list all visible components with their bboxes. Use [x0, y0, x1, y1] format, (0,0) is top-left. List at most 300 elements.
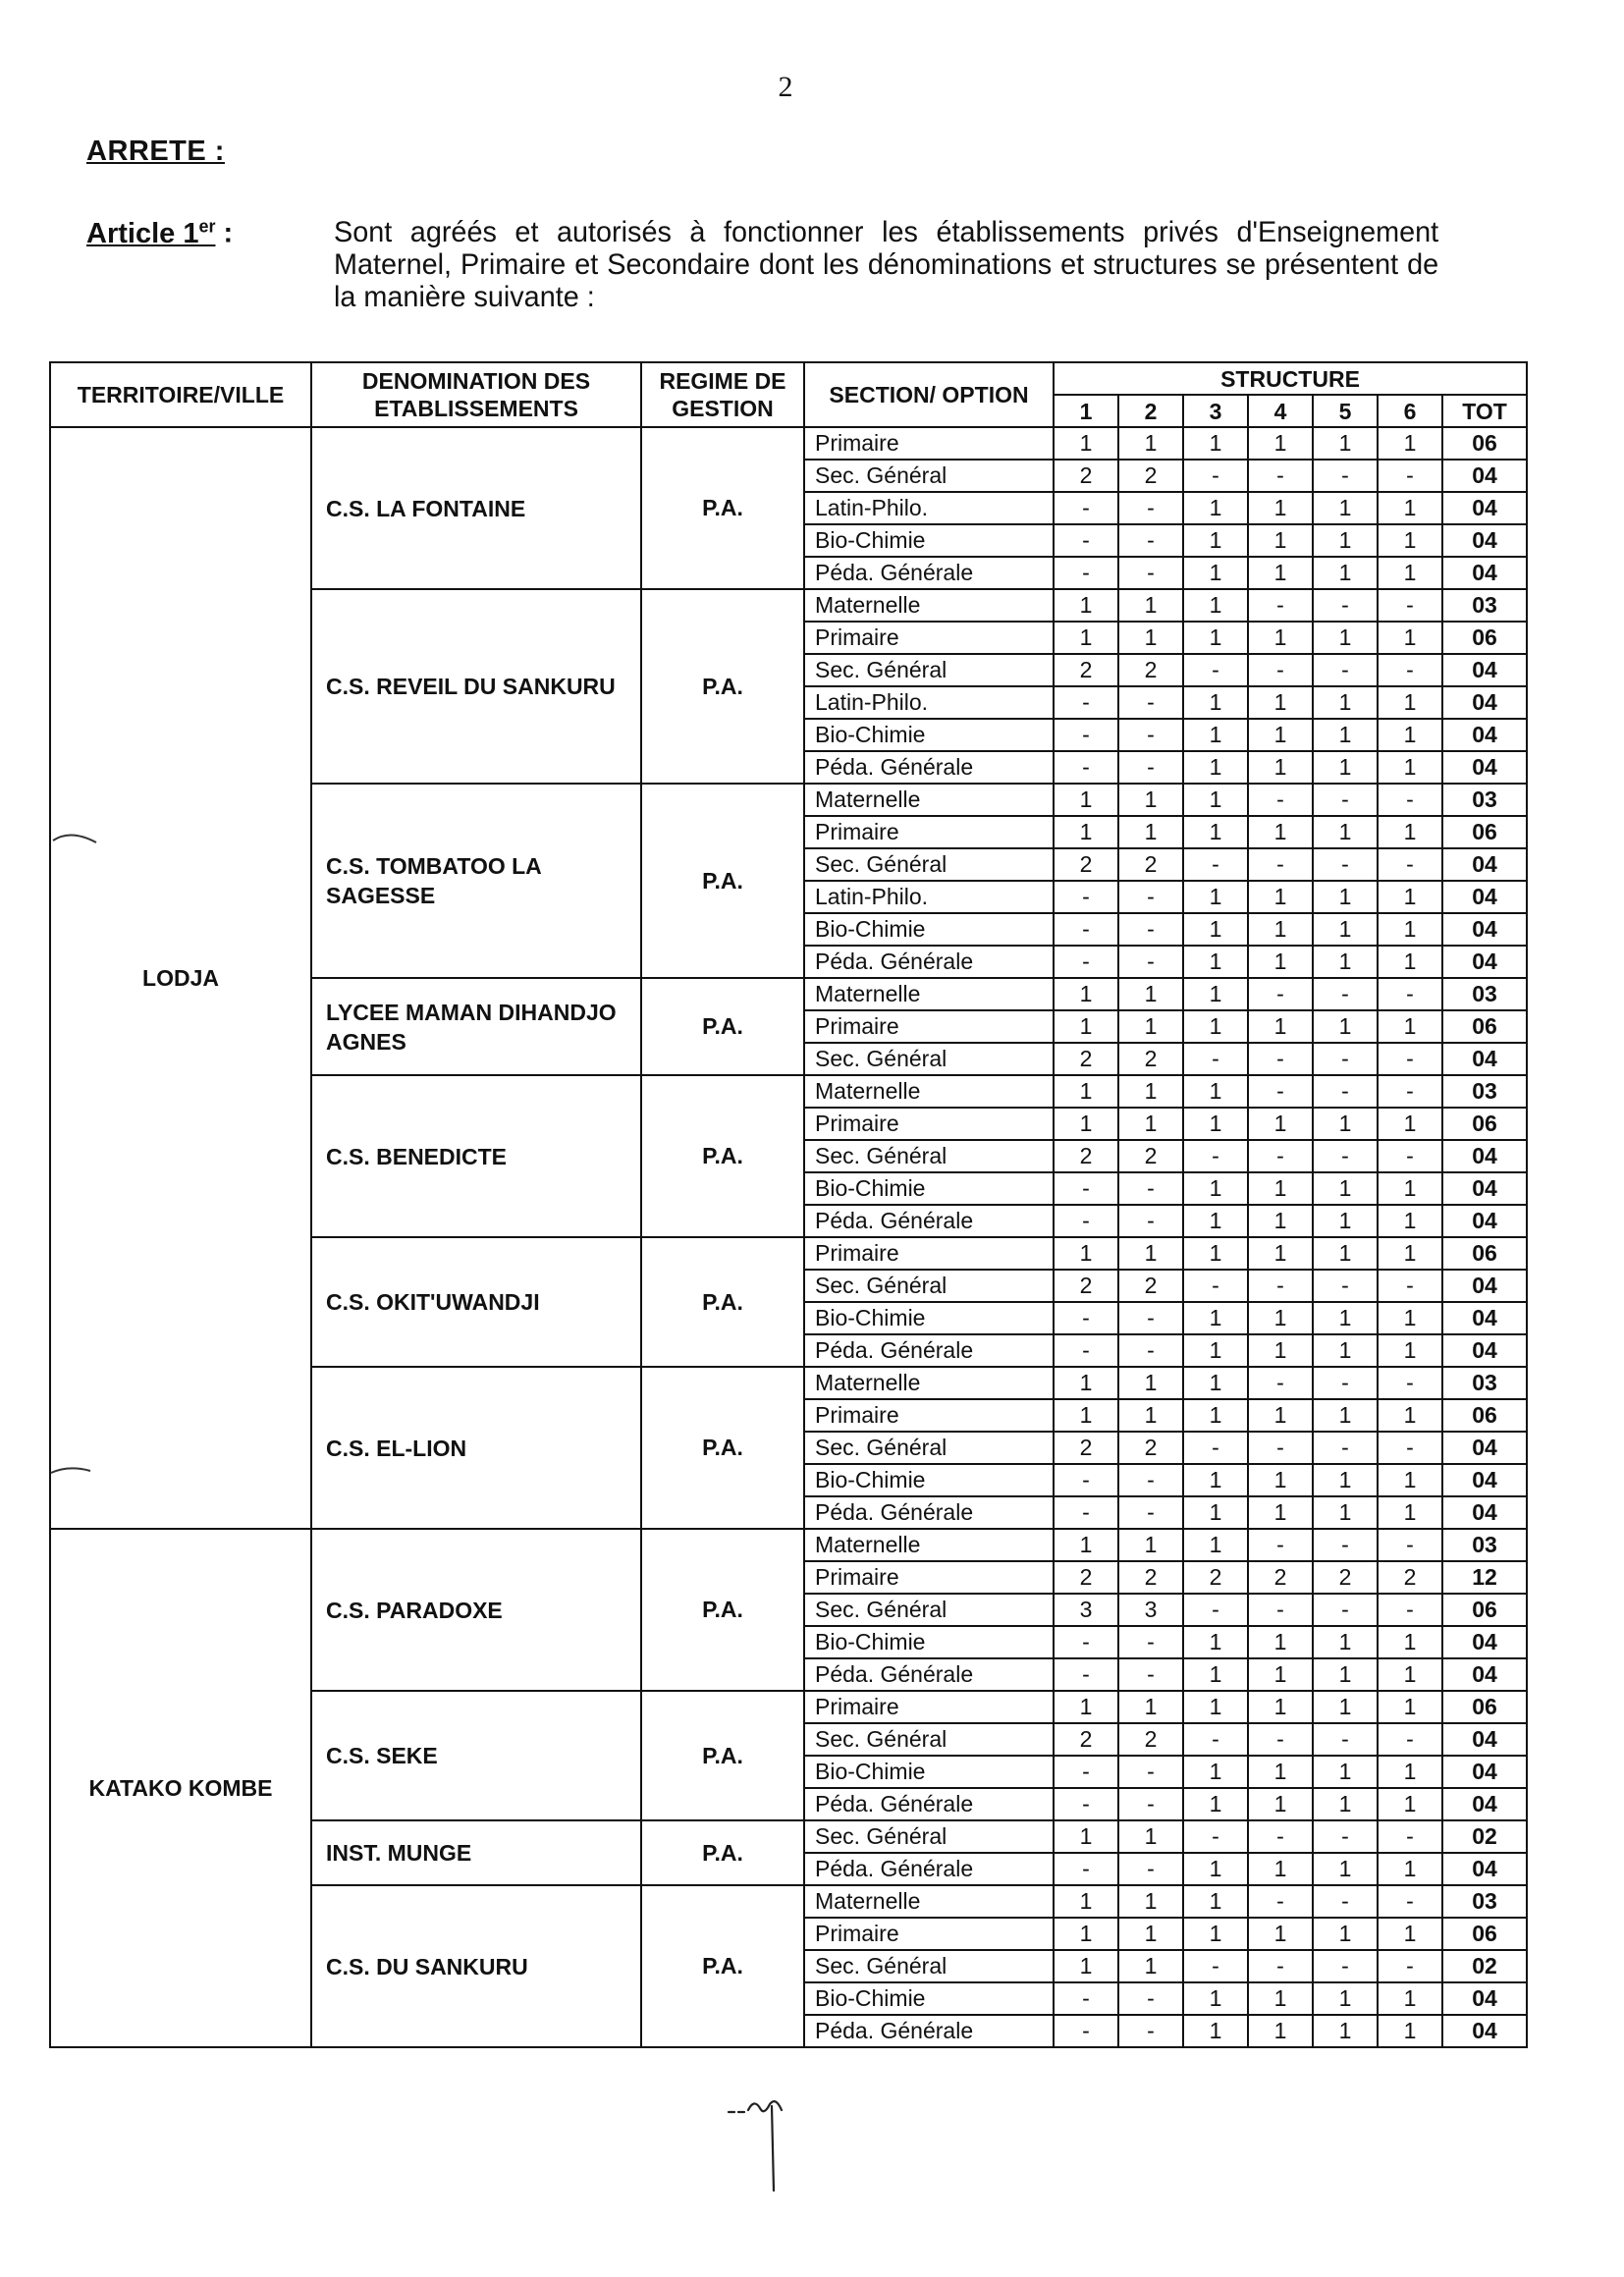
total-cell: 04 [1442, 1496, 1527, 1529]
header-denomination: DENOMINATION DES ETABLISSEMENTS [311, 362, 641, 427]
total-cell: 04 [1442, 460, 1527, 492]
structure-level-3-cell: 1 [1183, 1010, 1248, 1043]
structure-level-2-cell: - [1118, 1982, 1183, 2015]
structure-level-2-cell: 2 [1118, 1043, 1183, 1075]
section-cell: Primaire [804, 1108, 1054, 1140]
structure-level-1-cell: - [1054, 1205, 1118, 1237]
section-cell: Latin-Philo. [804, 686, 1054, 719]
structure-level-6-cell: - [1378, 848, 1442, 881]
section-cell: Sec. Général [804, 1594, 1054, 1626]
structure-level-6-cell: - [1378, 1043, 1442, 1075]
structure-level-3-cell: - [1183, 1594, 1248, 1626]
section-cell: Sec. Général [804, 654, 1054, 686]
structure-level-3-cell: 1 [1183, 1464, 1248, 1496]
structure-level-5-cell: 1 [1313, 946, 1378, 978]
structure-level-4-cell: - [1248, 1594, 1313, 1626]
structure-level-2-cell: 2 [1118, 654, 1183, 686]
structure-level-1-cell: 1 [1054, 1691, 1118, 1723]
total-cell: 06 [1442, 427, 1527, 460]
structure-level-2-cell: 1 [1118, 1529, 1183, 1561]
total-cell: 06 [1442, 1108, 1527, 1140]
article-label-suffix: : [215, 217, 234, 249]
section-cell: Sec. Général [804, 1950, 1054, 1982]
total-cell: 04 [1442, 1172, 1527, 1205]
structure-level-1-cell: 1 [1054, 978, 1118, 1010]
structure-level-4-cell: 1 [1248, 1302, 1313, 1334]
structure-level-6-cell: 1 [1378, 1010, 1442, 1043]
structure-level-1-cell: - [1054, 1626, 1118, 1658]
school-name-cell: C.S. PARADOXE [311, 1529, 641, 1691]
section-cell: Maternelle [804, 784, 1054, 816]
structure-level-5-cell: 1 [1313, 751, 1378, 784]
structure-level-5-cell: 1 [1313, 1108, 1378, 1140]
total-cell: 04 [1442, 719, 1527, 751]
total-cell: 04 [1442, 913, 1527, 946]
section-cell: Sec. Général [804, 1723, 1054, 1756]
structure-level-6-cell: 1 [1378, 1982, 1442, 2015]
structure-level-3-cell: 1 [1183, 881, 1248, 913]
total-cell: 04 [1442, 557, 1527, 589]
total-cell: 04 [1442, 1723, 1527, 1756]
section-cell: Péda. Générale [804, 557, 1054, 589]
structure-level-6-cell: - [1378, 1594, 1442, 1626]
structure-level-2-cell: - [1118, 881, 1183, 913]
section-cell: Bio-Chimie [804, 1464, 1054, 1496]
structure-level-6-cell: - [1378, 1075, 1442, 1108]
structure-level-3-cell: 1 [1183, 913, 1248, 946]
structure-level-5-cell: - [1313, 1820, 1378, 1853]
section-cell: Sec. Général [804, 1432, 1054, 1464]
structure-level-6-cell: 1 [1378, 1399, 1442, 1432]
total-cell: 02 [1442, 1820, 1527, 1853]
table-row [50, 427, 1527, 460]
structure-level-3-cell: 1 [1183, 978, 1248, 1010]
total-cell: 04 [1442, 848, 1527, 881]
school-name-cell: C.S. LA FONTAINE [311, 427, 641, 589]
structure-level-6-cell: 1 [1378, 816, 1442, 848]
structure-level-1-cell: - [1054, 1496, 1118, 1529]
structure-level-5-cell: 1 [1313, 719, 1378, 751]
structure-level-5-cell: - [1313, 978, 1378, 1010]
structure-level-4-cell: 1 [1248, 1691, 1313, 1723]
structure-level-1-cell: 1 [1054, 816, 1118, 848]
structure-level-2-cell: 1 [1118, 427, 1183, 460]
structure-level-6-cell: - [1378, 978, 1442, 1010]
structure-level-5-cell: - [1313, 848, 1378, 881]
total-cell: 04 [1442, 1853, 1527, 1885]
structure-level-5-cell: 1 [1313, 1010, 1378, 1043]
structure-level-1-cell: - [1054, 913, 1118, 946]
structure-level-5-cell: 1 [1313, 816, 1378, 848]
section-cell: Maternelle [804, 589, 1054, 622]
structure-level-1-cell: - [1054, 2015, 1118, 2047]
structure-level-2-cell: 1 [1118, 1885, 1183, 1918]
structure-level-4-cell: 1 [1248, 1399, 1313, 1432]
structure-level-5-cell: - [1313, 460, 1378, 492]
structure-level-4-cell: 1 [1248, 1658, 1313, 1691]
structure-level-5-cell: 1 [1313, 622, 1378, 654]
structure-level-3-cell: 1 [1183, 589, 1248, 622]
structure-level-1-cell: - [1054, 1172, 1118, 1205]
structure-level-1-cell: 1 [1054, 1529, 1118, 1561]
section-cell: Latin-Philo. [804, 881, 1054, 913]
structure-level-2-cell: - [1118, 751, 1183, 784]
structure-level-4-cell: - [1248, 1820, 1313, 1853]
structure-level-4-cell: - [1248, 1043, 1313, 1075]
page-number: 2 [778, 71, 793, 103]
structure-level-2-cell: - [1118, 557, 1183, 589]
structure-level-2-cell: 1 [1118, 1950, 1183, 1982]
structure-level-3-cell: 1 [1183, 2015, 1248, 2047]
structure-level-5-cell: 1 [1313, 1496, 1378, 1529]
section-cell: Péda. Générale [804, 1853, 1054, 1885]
section-cell: Péda. Générale [804, 1205, 1054, 1237]
structure-level-3-cell: 1 [1183, 1399, 1248, 1432]
structure-level-2-cell: 1 [1118, 1367, 1183, 1399]
header-section: SECTION/ OPTION [804, 362, 1054, 427]
structure-level-5-cell: 1 [1313, 427, 1378, 460]
section-cell: Primaire [804, 1399, 1054, 1432]
structure-level-1-cell: 2 [1054, 1270, 1118, 1302]
total-cell: 03 [1442, 1075, 1527, 1108]
section-cell: Bio-Chimie [804, 1626, 1054, 1658]
structure-level-2-cell: 1 [1118, 1399, 1183, 1432]
structure-level-6-cell: 1 [1378, 622, 1442, 654]
structure-level-5-cell: - [1313, 654, 1378, 686]
structure-level-2-cell: - [1118, 2015, 1183, 2047]
total-cell: 04 [1442, 1140, 1527, 1172]
structure-level-1-cell: 1 [1054, 1399, 1118, 1432]
structure-level-1-cell: 2 [1054, 654, 1118, 686]
total-cell: 04 [1442, 1982, 1527, 2015]
total-cell: 06 [1442, 1918, 1527, 1950]
structure-level-5-cell: 1 [1313, 913, 1378, 946]
structure-level-3-cell: 1 [1183, 1334, 1248, 1367]
structure-level-6-cell: 1 [1378, 751, 1442, 784]
section-cell: Primaire [804, 427, 1054, 460]
structure-level-1-cell: - [1054, 1756, 1118, 1788]
structure-level-5-cell: 1 [1313, 1302, 1378, 1334]
school-name-cell: C.S. OKIT'UWANDJI [311, 1237, 641, 1367]
structure-level-3-cell: 1 [1183, 1237, 1248, 1270]
school-name-cell: C.S. BENEDICTE [311, 1075, 641, 1237]
structure-level-3-cell: 1 [1183, 622, 1248, 654]
structure-level-6-cell: 1 [1378, 492, 1442, 524]
structure-level-2-cell: - [1118, 1626, 1183, 1658]
structure-level-2-cell: - [1118, 1334, 1183, 1367]
structure-level-4-cell: 1 [1248, 1172, 1313, 1205]
total-cell: 04 [1442, 881, 1527, 913]
header-level-4: 4 [1248, 395, 1313, 427]
structure-level-3-cell: - [1183, 1950, 1248, 1982]
total-cell: 04 [1442, 1658, 1527, 1691]
total-cell: 04 [1442, 524, 1527, 557]
structure-level-5-cell: 1 [1313, 1756, 1378, 1788]
structure-level-5-cell: 1 [1313, 1334, 1378, 1367]
structure-level-3-cell: 1 [1183, 1756, 1248, 1788]
structure-level-5-cell: 1 [1313, 1237, 1378, 1270]
structure-level-4-cell: 1 [1248, 1205, 1313, 1237]
structure-level-4-cell: - [1248, 784, 1313, 816]
section-cell: Bio-Chimie [804, 913, 1054, 946]
structure-level-3-cell: 1 [1183, 1108, 1248, 1140]
structure-level-1-cell: 1 [1054, 427, 1118, 460]
structure-level-5-cell: 1 [1313, 524, 1378, 557]
structure-level-3-cell: 1 [1183, 751, 1248, 784]
structure-level-5-cell: 1 [1313, 1853, 1378, 1885]
structure-level-3-cell: 1 [1183, 427, 1248, 460]
total-cell: 04 [1442, 1464, 1527, 1496]
section-cell: Sec. Général [804, 848, 1054, 881]
section-cell: Sec. Général [804, 1270, 1054, 1302]
section-cell: Péda. Générale [804, 1658, 1054, 1691]
header-territoire: TERRITOIRE/VILLE [50, 362, 311, 427]
section-cell: Péda. Générale [804, 1496, 1054, 1529]
structure-level-6-cell: 1 [1378, 1302, 1442, 1334]
section-cell: Péda. Générale [804, 946, 1054, 978]
structure-level-3-cell: 1 [1183, 946, 1248, 978]
structure-level-4-cell: 1 [1248, 1464, 1313, 1496]
structure-level-5-cell: 2 [1313, 1561, 1378, 1594]
section-cell: Maternelle [804, 1075, 1054, 1108]
structure-level-1-cell: 1 [1054, 1367, 1118, 1399]
structure-level-2-cell: - [1118, 686, 1183, 719]
total-cell: 04 [1442, 1270, 1527, 1302]
regime-cell: P.A. [641, 1820, 804, 1885]
structure-level-4-cell: 1 [1248, 1237, 1313, 1270]
structure-level-1-cell: - [1054, 1788, 1118, 1820]
structure-level-1-cell: 1 [1054, 1950, 1118, 1982]
structure-level-6-cell: - [1378, 1723, 1442, 1756]
structure-level-4-cell: - [1248, 460, 1313, 492]
total-cell: 06 [1442, 1399, 1527, 1432]
structure-level-1-cell: 1 [1054, 622, 1118, 654]
structure-level-4-cell: 1 [1248, 686, 1313, 719]
structure-level-1-cell: 1 [1054, 589, 1118, 622]
structure-level-6-cell: 1 [1378, 1691, 1442, 1723]
structure-level-3-cell: 1 [1183, 1853, 1248, 1885]
structure-level-1-cell: - [1054, 524, 1118, 557]
structure-level-3-cell: 1 [1183, 1529, 1248, 1561]
section-cell: Latin-Philo. [804, 492, 1054, 524]
structure-level-5-cell: 1 [1313, 1399, 1378, 1432]
regime-cell: P.A. [641, 978, 804, 1075]
section-cell: Primaire [804, 1561, 1054, 1594]
structure-level-6-cell: 1 [1378, 913, 1442, 946]
structure-level-6-cell: - [1378, 1950, 1442, 1982]
structure-level-1-cell: 1 [1054, 784, 1118, 816]
structure-level-5-cell: - [1313, 1367, 1378, 1399]
school-name-cell: C.S. EL-LION [311, 1367, 641, 1529]
section-cell: Sec. Général [804, 1043, 1054, 1075]
structure-level-1-cell: 2 [1054, 1043, 1118, 1075]
structure-level-4-cell: - [1248, 1270, 1313, 1302]
structure-level-3-cell: 1 [1183, 1788, 1248, 1820]
regime-cell: P.A. [641, 1237, 804, 1367]
structure-level-3-cell: 1 [1183, 719, 1248, 751]
handwritten-initials [727, 2096, 795, 2195]
school-name-cell: LYCEE MAMAN DIHANDJO AGNES [311, 978, 641, 1075]
section-cell: Bio-Chimie [804, 1756, 1054, 1788]
structure-level-4-cell: - [1248, 1140, 1313, 1172]
total-cell: 12 [1442, 1561, 1527, 1594]
article-label-text: Article 1 [86, 217, 199, 249]
section-cell: Primaire [804, 816, 1054, 848]
structure-level-6-cell: - [1378, 1432, 1442, 1464]
structure-level-4-cell: - [1248, 848, 1313, 881]
structure-level-5-cell: - [1313, 1529, 1378, 1561]
school-name-cell: C.S. SEKE [311, 1691, 641, 1820]
structure-level-2-cell: 1 [1118, 978, 1183, 1010]
structure-level-1-cell: - [1054, 719, 1118, 751]
structure-level-2-cell: 1 [1118, 784, 1183, 816]
structure-level-6-cell: 1 [1378, 1108, 1442, 1140]
structure-level-4-cell: 1 [1248, 1982, 1313, 2015]
structure-level-3-cell: 1 [1183, 524, 1248, 557]
total-cell: 06 [1442, 1594, 1527, 1626]
regime-cell: P.A. [641, 1367, 804, 1529]
structure-level-2-cell: - [1118, 1756, 1183, 1788]
section-cell: Maternelle [804, 1885, 1054, 1918]
structure-level-6-cell: 1 [1378, 524, 1442, 557]
regime-cell: P.A. [641, 1691, 804, 1820]
structure-level-4-cell: 1 [1248, 492, 1313, 524]
regime-cell: P.A. [641, 1075, 804, 1237]
structure-level-3-cell: - [1183, 1270, 1248, 1302]
structure-level-5-cell: - [1313, 1432, 1378, 1464]
total-cell: 04 [1442, 686, 1527, 719]
structure-level-1-cell: 1 [1054, 1885, 1118, 1918]
header-structure: STRUCTURE [1054, 362, 1527, 395]
structure-level-6-cell: 1 [1378, 1853, 1442, 1885]
structure-level-6-cell: 1 [1378, 1496, 1442, 1529]
section-cell: Primaire [804, 1237, 1054, 1270]
section-cell: Sec. Général [804, 460, 1054, 492]
structure-level-4-cell: 1 [1248, 1010, 1313, 1043]
header-level-5: 5 [1313, 395, 1378, 427]
structure-level-2-cell: 1 [1118, 1820, 1183, 1853]
article-label [86, 216, 233, 250]
structure-level-2-cell: 1 [1118, 589, 1183, 622]
section-cell: Bio-Chimie [804, 719, 1054, 751]
structure-level-6-cell: - [1378, 1367, 1442, 1399]
structure-level-4-cell: 1 [1248, 1756, 1313, 1788]
structure-level-4-cell: 1 [1248, 1108, 1313, 1140]
structure-level-6-cell: 1 [1378, 557, 1442, 589]
structure-level-3-cell: 1 [1183, 686, 1248, 719]
structure-level-4-cell: 1 [1248, 1334, 1313, 1367]
structure-level-2-cell: 2 [1118, 1432, 1183, 1464]
structure-level-2-cell: - [1118, 1658, 1183, 1691]
structure-level-6-cell: 1 [1378, 1464, 1442, 1496]
structure-level-2-cell: 1 [1118, 1010, 1183, 1043]
structure-level-1-cell: 2 [1054, 1140, 1118, 1172]
total-cell: 03 [1442, 978, 1527, 1010]
section-cell: Primaire [804, 622, 1054, 654]
regime-cell: P.A. [641, 1529, 804, 1691]
structure-level-1-cell: - [1054, 557, 1118, 589]
margin-mark-lower [49, 1463, 92, 1477]
territory-cell: KATAKO KOMBE [50, 1529, 311, 2047]
structure-level-3-cell: 1 [1183, 1302, 1248, 1334]
structure-level-4-cell: 1 [1248, 1853, 1313, 1885]
total-cell: 03 [1442, 784, 1527, 816]
structure-level-6-cell: 1 [1378, 1658, 1442, 1691]
structure-level-3-cell: - [1183, 1820, 1248, 1853]
structure-level-2-cell: - [1118, 1853, 1183, 1885]
structure-level-5-cell: 1 [1313, 1205, 1378, 1237]
structure-level-4-cell: 1 [1248, 622, 1313, 654]
structure-level-3-cell: 1 [1183, 1075, 1248, 1108]
structure-level-3-cell: 2 [1183, 1561, 1248, 1594]
structure-level-2-cell: 2 [1118, 848, 1183, 881]
structure-level-3-cell: 1 [1183, 557, 1248, 589]
structure-level-6-cell: 1 [1378, 427, 1442, 460]
margin-mark-upper [51, 827, 100, 846]
structure-level-4-cell: 1 [1248, 751, 1313, 784]
regime-cell: P.A. [641, 427, 804, 589]
structure-level-1-cell: 2 [1054, 1561, 1118, 1594]
structure-level-5-cell: - [1313, 1885, 1378, 1918]
section-cell: Maternelle [804, 978, 1054, 1010]
structure-level-5-cell: 1 [1313, 881, 1378, 913]
structure-level-1-cell: 2 [1054, 1432, 1118, 1464]
structure-level-4-cell: 1 [1248, 816, 1313, 848]
structure-level-4-cell: 1 [1248, 1496, 1313, 1529]
header-level-tot: TOT [1442, 395, 1527, 427]
structure-level-2-cell: 1 [1118, 1075, 1183, 1108]
structure-level-5-cell: 1 [1313, 2015, 1378, 2047]
structure-level-6-cell: - [1378, 654, 1442, 686]
structure-level-2-cell: - [1118, 492, 1183, 524]
total-cell: 02 [1442, 1950, 1527, 1982]
section-cell: Primaire [804, 1918, 1054, 1950]
structure-level-5-cell: - [1313, 589, 1378, 622]
school-name-cell: C.S. DU SANKURU [311, 1885, 641, 2047]
structure-level-2-cell: 3 [1118, 1594, 1183, 1626]
header-regime: REGIME DE GESTION [641, 362, 804, 427]
regime-cell: P.A. [641, 1885, 804, 2047]
structure-level-5-cell: 1 [1313, 1172, 1378, 1205]
structure-level-6-cell: - [1378, 1140, 1442, 1172]
structure-level-4-cell: 1 [1248, 881, 1313, 913]
structure-level-2-cell: 1 [1118, 1691, 1183, 1723]
structure-level-3-cell: - [1183, 1140, 1248, 1172]
header-level-6: 6 [1378, 395, 1442, 427]
structure-level-6-cell: - [1378, 1820, 1442, 1853]
structure-level-2-cell: - [1118, 1302, 1183, 1334]
section-cell: Sec. Général [804, 1140, 1054, 1172]
structure-level-2-cell: - [1118, 946, 1183, 978]
structure-level-3-cell: - [1183, 1432, 1248, 1464]
structure-level-5-cell: 1 [1313, 557, 1378, 589]
structure-level-2-cell: 2 [1118, 1270, 1183, 1302]
structure-level-4-cell: - [1248, 1367, 1313, 1399]
structure-level-6-cell: 1 [1378, 1626, 1442, 1658]
structure-level-1-cell: 2 [1054, 848, 1118, 881]
structure-level-1-cell: - [1054, 1302, 1118, 1334]
structure-level-6-cell: - [1378, 460, 1442, 492]
structure-level-4-cell: - [1248, 1723, 1313, 1756]
structure-level-4-cell: 1 [1248, 1626, 1313, 1658]
school-name-cell: C.S. TOMBATOO LA SAGESSE [311, 784, 641, 978]
header-level-1: 1 [1054, 395, 1118, 427]
school-structure-table-wrapper [49, 361, 1526, 2048]
structure-level-2-cell: 2 [1118, 1723, 1183, 1756]
territory-cell: LODJA [50, 427, 311, 1529]
structure-level-5-cell: - [1313, 1043, 1378, 1075]
total-cell: 04 [1442, 2015, 1527, 2047]
